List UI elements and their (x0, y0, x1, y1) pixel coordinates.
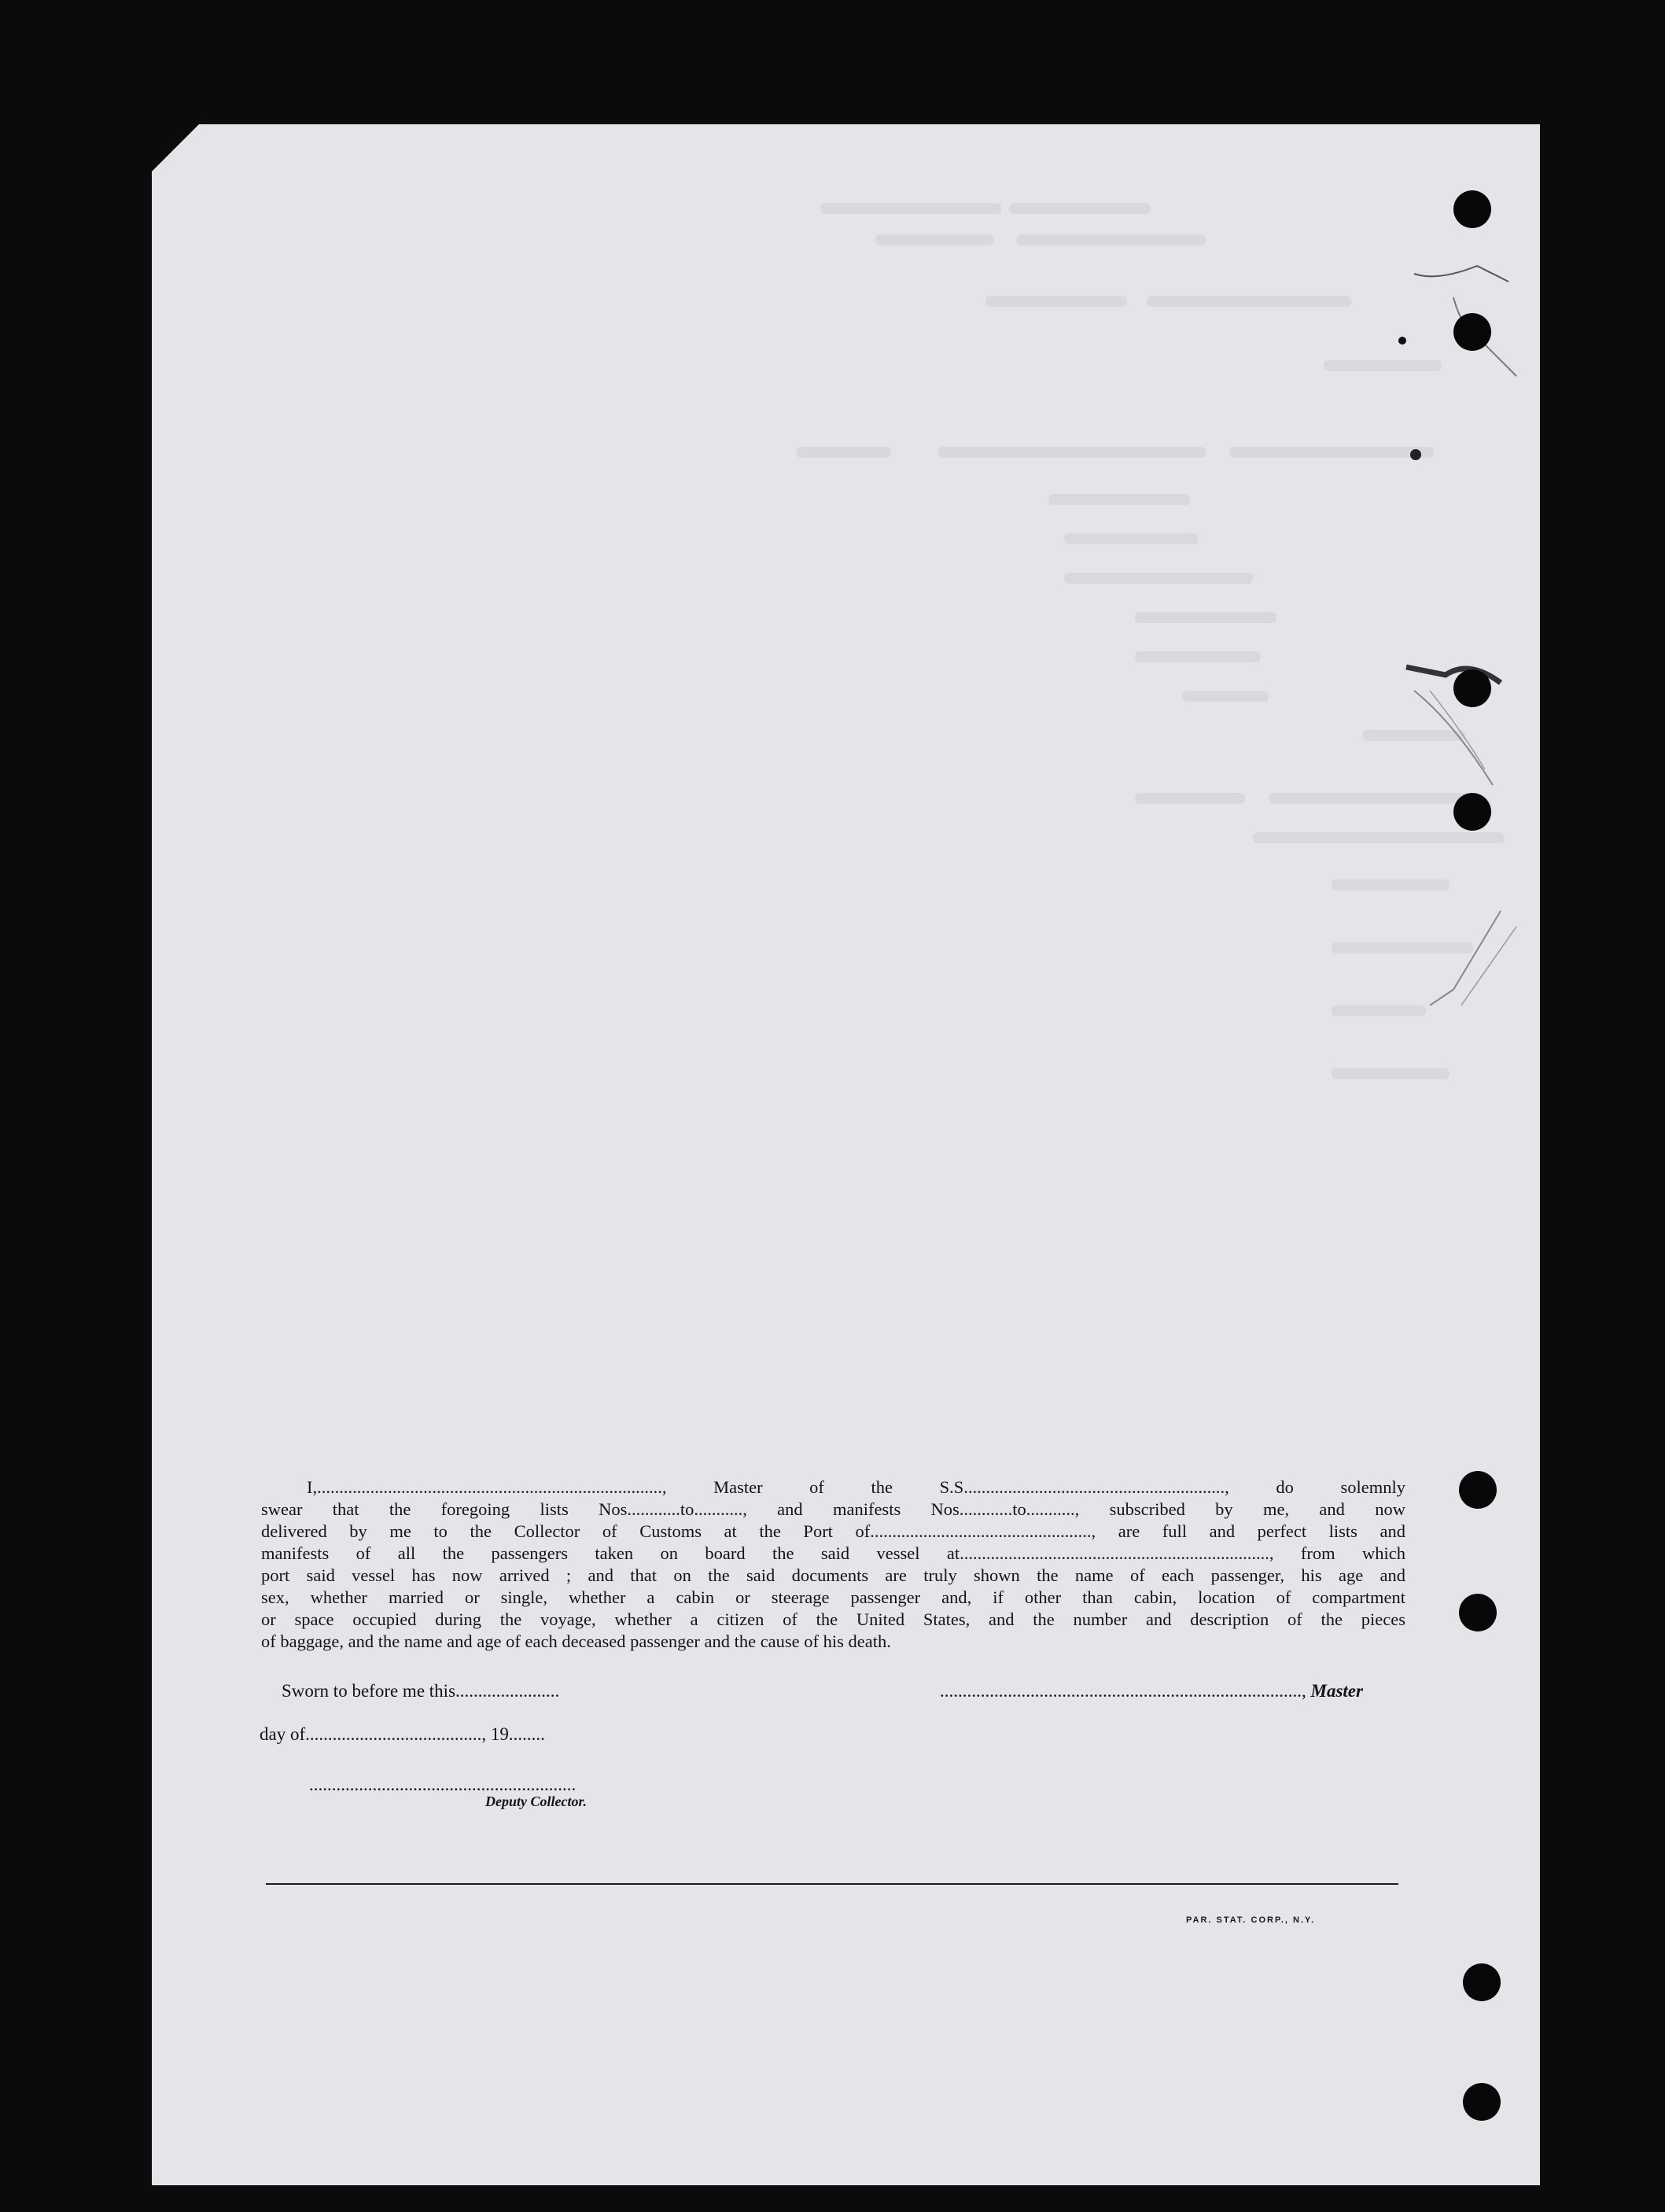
punch-hole (1459, 1594, 1497, 1631)
punch-hole (1459, 1471, 1497, 1509)
oath-line: sex, whether married or single, whether a cabin or steerage passenger and, if other than cabin, location of compartment (261, 1587, 1405, 1607)
oath-line: or space occupied during the voyage, whether a citizen of the United States, and the number and description of the pieces (261, 1609, 1405, 1629)
ink-smudge (1383, 219, 1540, 1100)
punch-hole (1453, 669, 1491, 707)
bleed-through-text (152, 124, 1540, 2185)
deputy-signature-line: ........................................................... (309, 1775, 576, 1794)
manifest-page (152, 124, 1540, 2185)
oath-paragraph (261, 1477, 1405, 1653)
oath-line: swear that the foregoing lists Nos............to..........., and manifests Nos............to..........., subscribed by me, and now (261, 1499, 1405, 1519)
oath-line: I,.............................................................................., Master of the S.S..........................................................., do solemnly (307, 1477, 1405, 1497)
punch-hole (1463, 2083, 1501, 2121)
punch-hole (1453, 313, 1491, 351)
deputy-collector-label: Deputy Collector. (485, 1794, 587, 1809)
master-label: Master (1310, 1681, 1363, 1701)
punch-hole (1453, 793, 1491, 831)
master-signature-block (940, 1681, 1363, 1701)
oath-line: delivered by me to the Collector of Customs at the Port of.................................................., are full and perfect lists and (261, 1521, 1405, 1541)
oath-line: of baggage, and the name and age of each deceased passenger and the cause of his death. (261, 1631, 891, 1651)
master-signature-line: ................................................................................, (940, 1681, 1306, 1701)
punch-hole (1463, 1963, 1501, 2001)
printer-imprint: PAR. STAT. CORP., N.Y. (1186, 1915, 1316, 1925)
day-of-line: day of......................................., 19........ (260, 1724, 545, 1744)
horizontal-rule (266, 1883, 1398, 1885)
oath-line: port said vessel has now arrived ; and that on the said documents are truly shown the name of each passenger, his age and (261, 1565, 1405, 1585)
punch-hole (1453, 190, 1491, 228)
oath-line: manifests of all the passengers taken on board the said vessel at......................................................................, from which (261, 1543, 1405, 1563)
sworn-line: Sworn to before me this....................... (282, 1681, 560, 1701)
